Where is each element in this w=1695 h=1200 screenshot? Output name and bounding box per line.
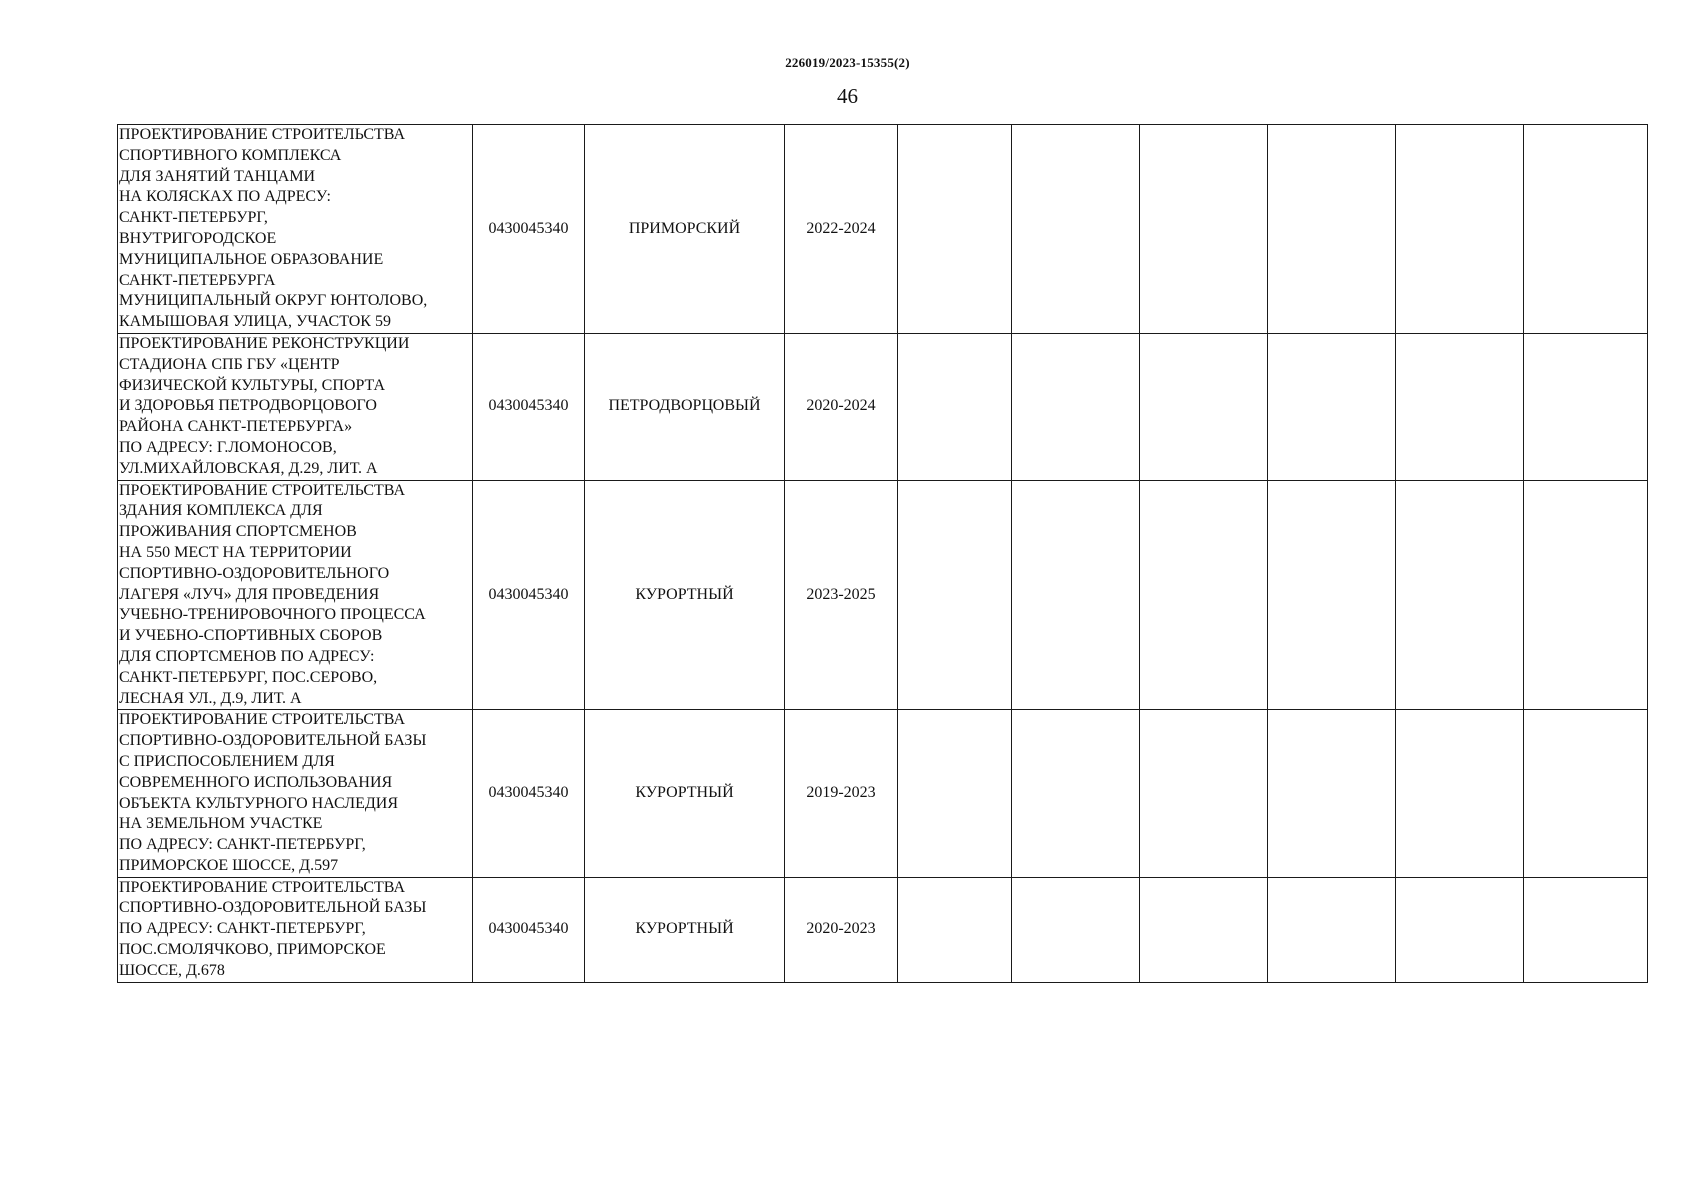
object-name-line: ДЛЯ СПОРТСМЕНОВ ПО АДРЕСУ: <box>119 647 375 665</box>
period-cell: 2023-2025 <box>785 480 898 710</box>
object-name-line: МУНИЦИПАЛЬНЫЙ ОКРУГ ЮНТОЛОВО, <box>119 292 428 310</box>
object-name-line: ПРОЕКТИРОВАНИЕ СТРОИТЕЛЬСТВА <box>119 878 406 896</box>
period-cell: 2022-2024 <box>785 125 898 334</box>
empty-cell <box>898 480 1012 710</box>
object-name-line: ЗДАНИЯ КОМПЛЕКСА ДЛЯ <box>119 502 323 520</box>
empty-cell <box>1012 333 1140 480</box>
period-cell: 2020-2024 <box>785 333 898 480</box>
object-name-line: И ЗДОРОВЬЯ ПЕТРОДВОРЦОВОГО <box>119 397 377 415</box>
code-cell: 0430045340 <box>473 125 585 334</box>
object-name-line: ПО АДРЕСУ: САНКТ-ПЕТЕРБУРГ, <box>119 836 366 854</box>
table-row <box>118 125 1648 334</box>
empty-cell <box>1524 333 1648 480</box>
object-name-cell <box>118 710 473 877</box>
object-name-line: СПОРТИВНОГО КОМПЛЕКСА <box>119 146 342 164</box>
object-name-line: ВНУТРИГОРОДСКОЕ <box>119 229 277 247</box>
empty-cell <box>1268 877 1396 982</box>
period-cell: 2020-2023 <box>785 877 898 982</box>
object-name-line: ПРИМОРСКОЕ ШОССЕ, Д.597 <box>119 856 339 874</box>
object-name-cell <box>118 480 473 710</box>
object-name-line: ПО АДРЕСУ: Г.ЛОМОНОСОВ, <box>119 438 337 456</box>
empty-cell <box>1396 125 1524 334</box>
object-name-line: СТАДИОНА СПБ ГБУ «ЦЕНТР <box>119 355 340 373</box>
code-cell: 0430045340 <box>473 480 585 710</box>
empty-cell <box>1396 480 1524 710</box>
object-name-cell <box>118 333 473 480</box>
object-name-line: ДЛЯ ЗАНЯТИЙ ТАНЦАМИ <box>119 167 316 185</box>
object-name-line: НА 550 МЕСТ НА ТЕРРИТОРИИ <box>119 543 352 561</box>
code-cell: 0430045340 <box>473 877 585 982</box>
object-name-line: ШОССЕ, Д.678 <box>119 961 225 979</box>
empty-cell <box>1140 877 1268 982</box>
object-name-line: САНКТ-ПЕТЕРБУРГ, ПОС.СЕРОВО, <box>119 668 378 686</box>
object-name-line: С ПРИСПОСОБЛЕНИЕМ ДЛЯ <box>119 752 335 770</box>
object-name-line: УЧЕБНО-ТРЕНИРОВОЧНОГО ПРОЦЕССА <box>119 606 426 624</box>
object-name-line: КАМЫШОВАЯ УЛИЦА, УЧАСТОК 59 <box>119 313 391 331</box>
empty-cell <box>1268 480 1396 710</box>
empty-cell <box>898 710 1012 877</box>
empty-cell <box>1140 333 1268 480</box>
object-name-line: НА КОЛЯСКАХ ПО АДРЕСУ: <box>119 188 331 206</box>
empty-cell <box>1524 125 1648 334</box>
empty-cell <box>1396 710 1524 877</box>
document-id: 226019/2023-15355(2) <box>785 55 910 70</box>
object-name-line: И УЧЕБНО-СПОРТИВНЫХ СБОРОВ <box>119 627 383 645</box>
table-row <box>118 710 1648 877</box>
empty-cell <box>1524 710 1648 877</box>
object-name-line: ПРОЕКТИРОВАНИЕ СТРОИТЕЛЬСТВА <box>119 711 406 729</box>
object-name-line: НА ЗЕМЕЛЬНОМ УЧАСТКЕ <box>119 815 323 833</box>
object-name-line: ЛЕСНАЯ УЛ., Д.9, ЛИТ. А <box>119 689 302 707</box>
object-name-line: ПО АДРЕСУ: САНКТ-ПЕТЕРБУРГ, <box>119 920 366 938</box>
registry-table <box>117 124 1648 983</box>
district-cell: ПЕТРОДВОРЦОВЫЙ <box>585 333 785 480</box>
code-cell: 0430045340 <box>473 710 585 877</box>
object-name-line: САНКТ-ПЕТЕРБУРГА <box>119 271 276 289</box>
object-name-line: РАЙОНА САНКТ-ПЕТЕРБУРГА» <box>119 418 353 436</box>
empty-cell <box>1268 125 1396 334</box>
empty-cell <box>1140 480 1268 710</box>
district-cell: КУРОРТНЫЙ <box>585 877 785 982</box>
object-name-line: СПОРТИВНО-ОЗДОРОВИТЕЛЬНОЙ БАЗЫ <box>119 899 427 917</box>
empty-cell <box>898 877 1012 982</box>
empty-cell <box>898 125 1012 334</box>
object-name-line: ФИЗИЧЕСКОЙ КУЛЬТУРЫ, СПОРТА <box>119 376 386 394</box>
empty-cell <box>1012 877 1140 982</box>
table-row <box>118 877 1648 982</box>
code-cell: 0430045340 <box>473 333 585 480</box>
object-name-line: ПРОЕКТИРОВАНИЕ СТРОИТЕЛЬСТВА <box>119 481 406 499</box>
object-name-line: ПРОЕКТИРОВАНИЕ РЕКОНСТРУКЦИИ <box>119 334 410 352</box>
object-name-line: ОБЪЕКТА КУЛЬТУРНОГО НАСЛЕДИЯ <box>119 794 398 812</box>
empty-cell <box>1140 125 1268 334</box>
empty-cell <box>1524 877 1648 982</box>
empty-cell <box>898 333 1012 480</box>
empty-cell <box>1268 333 1396 480</box>
object-name-line: СПОРТИВНО-ОЗДОРОВИТЕЛЬНОЙ БАЗЫ <box>119 732 427 750</box>
empty-cell <box>1012 125 1140 334</box>
object-name-line: САНКТ-ПЕТЕРБУРГ, <box>119 209 268 227</box>
empty-cell <box>1012 480 1140 710</box>
table-row <box>118 480 1648 710</box>
district-cell: ПРИМОРСКИЙ <box>585 125 785 334</box>
empty-cell <box>1140 710 1268 877</box>
period-cell: 2019-2023 <box>785 710 898 877</box>
empty-cell <box>1396 333 1524 480</box>
object-name-line: УЛ.МИХАЙЛОВСКАЯ, Д.29, ЛИТ. А <box>119 459 378 477</box>
empty-cell <box>1524 480 1648 710</box>
object-name-line: ПРОЖИВАНИЯ СПОРТСМЕНОВ <box>119 523 357 541</box>
object-name-line: ПОС.СМОЛЯЧКОВО, ПРИМОРСКОЕ <box>119 941 386 959</box>
object-name-line: СОВРЕМЕННОГО ИСПОЛЬЗОВАНИЯ <box>119 773 393 791</box>
object-name-cell <box>118 125 473 334</box>
object-name-line: ЛАГЕРЯ «ЛУЧ» ДЛЯ ПРОВЕДЕНИЯ <box>119 585 380 603</box>
object-name-line: ПРОЕКТИРОВАНИЕ СТРОИТЕЛЬСТВА <box>119 126 406 143</box>
empty-cell <box>1268 710 1396 877</box>
district-cell: КУРОРТНЫЙ <box>585 710 785 877</box>
table-body <box>118 125 1648 983</box>
district-cell: КУРОРТНЫЙ <box>585 480 785 710</box>
object-name-line: СПОРТИВНО-ОЗДОРОВИТЕЛЬНОГО <box>119 564 390 582</box>
object-name-line: МУНИЦИПАЛЬНОЕ ОБРАЗОВАНИЕ <box>119 250 384 268</box>
object-name-cell <box>118 877 473 982</box>
empty-cell <box>1012 710 1140 877</box>
empty-cell <box>1396 877 1524 982</box>
table-row <box>118 333 1648 480</box>
page-number: 46 <box>837 84 858 108</box>
